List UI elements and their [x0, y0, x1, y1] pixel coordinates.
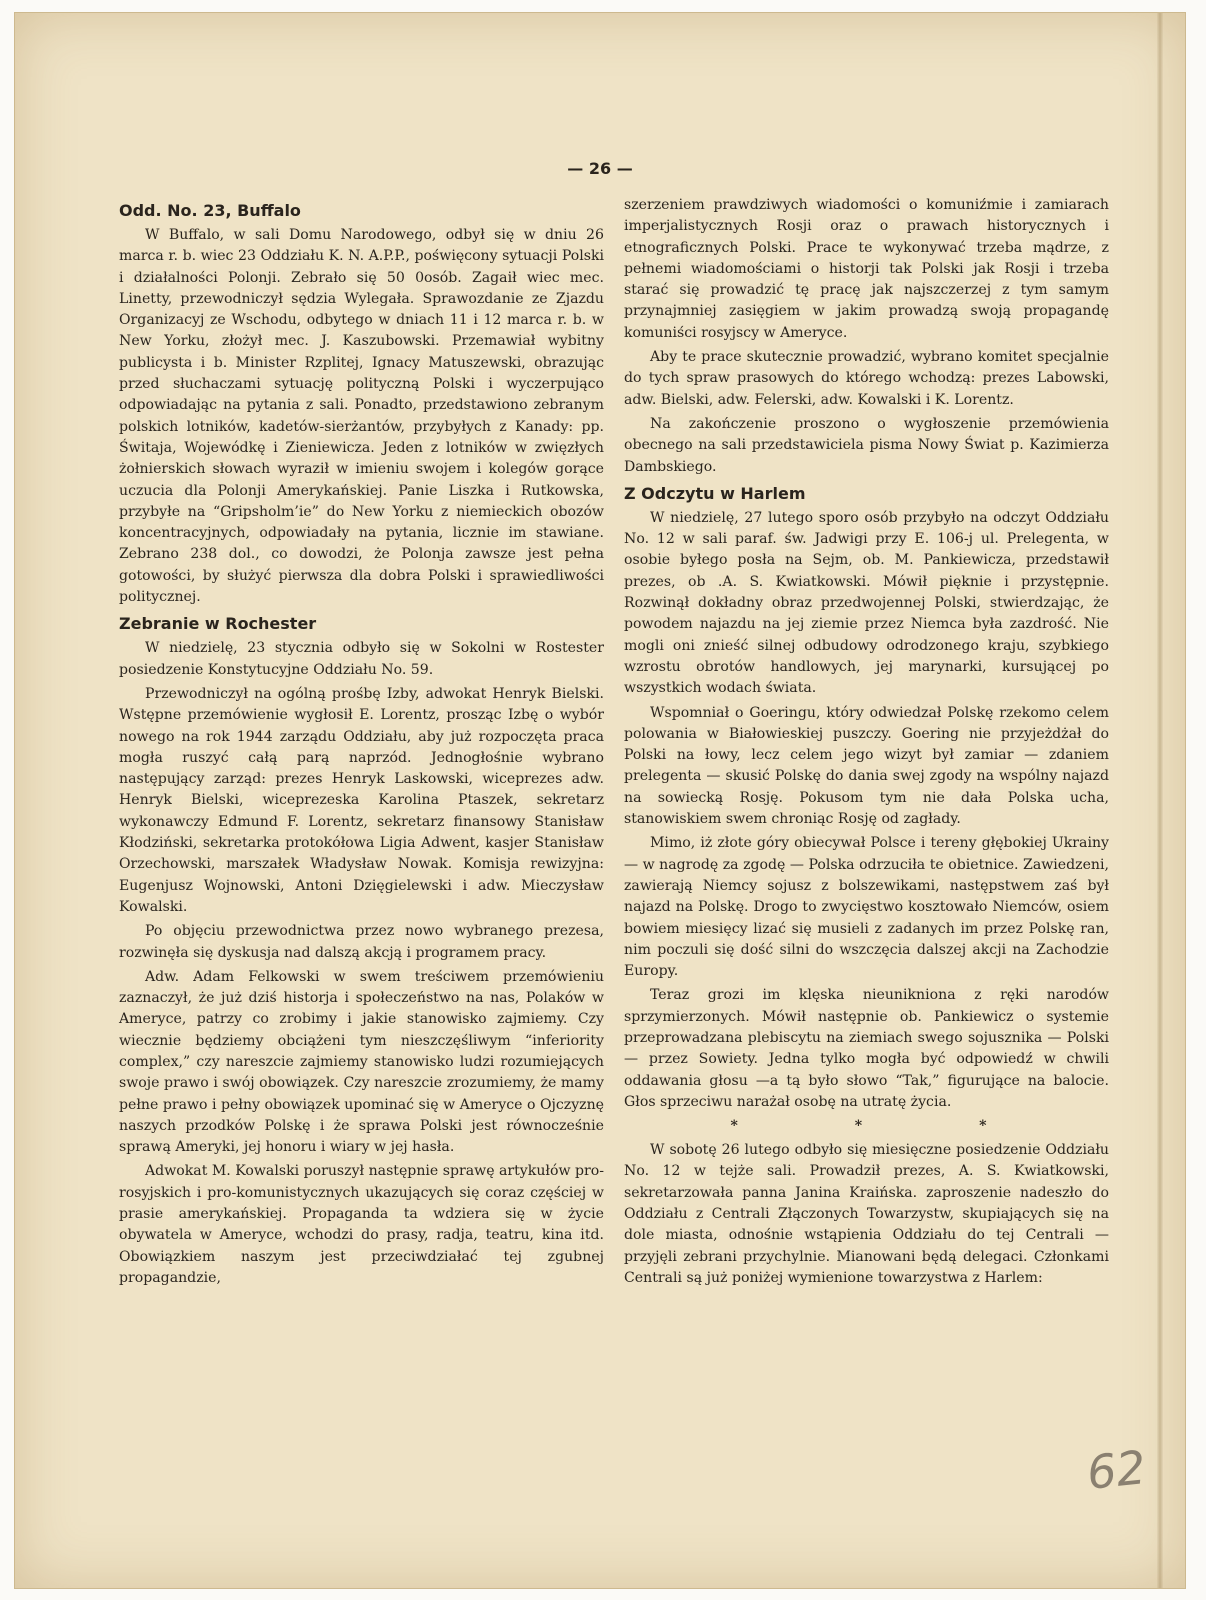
section-heading: Odd. No. 23, Buffalo: [119, 201, 301, 220]
paragraph: Adwokat M. Kowalski poruszył następnie sprawę artykułów pro-rosyjskich i pro-komunistycznych ukazujących się coraz częściej w prasie amerykańskiej. Propaganda ta wdziera się w życie obywatela w Ameryce, wchodzi do prasy, radja, teatru, kina itd. Obowiązkiem naszym jest przeciwdziałać tej zgubnej propagandzie,: [119, 1163, 604, 1286]
right-column: [624, 195, 1109, 1292]
paragraph: W niedzielę, 27 lutego sporo osób przybyło na odczyt Oddziału No. 12 w sali paraf. św. Jadwigi przy E. 106-j ul. Prelegenta, w osobie byłego posła na Sejm, ob. M. Pankiewicza, przedstawił prezes, ob .A. S. Kwiatkowski. Mówił pięknie i przystępnie. Rozwinął dokładny obraz przedwojennej Polski, stwierdzając, że powodem najazdu na jej ziemie przez Niemca była zazdrość. Nie mogli oni znieść silnej odbudowy odrodzonego kraju, szybkiego wzrostu obrotów handlowych, jej marynarki, kursującej po wszystkich wodach świata.: [624, 509, 1109, 697]
section-heading: Z Odczytu w Harlem: [624, 483, 806, 503]
handwritten-page-number: 62: [1084, 1440, 1149, 1500]
paragraph: W niedzielę, 23 stycznia odbyło się w Sokolni w Rostester posiedzenie Konstytucyjne Oddziału No. 59.: [119, 640, 604, 678]
section-heading: Zebranie w Rochester: [119, 614, 317, 634]
paragraph: Aby te prace skutecznie prowadzić, wybrano komitet specjalnie do tych spraw prasowych do którego wchodzą: prezes Labowski, adw. Bielski, adw. Felerski, adw. Kowalski i K. Lorentz.: [624, 349, 1109, 408]
paragraph: szerzeniem prawdziwych wiadomości o komuniźmie i zamiarach imperjalistycznych Rosji oraz o prawach historycznych i etnograficznych Polski. Prace te wykonywać trzeba mądrze, z pełnemi wiadomościami o historji tak Polski jak Rosji i trzeba starać się prowadzić tę pracę jak najszczerzej z tym samym przynajmniej zasięgiem w jakim prowadzą swoją propagandę komuniści rosyjscy w Ameryce.: [624, 197, 1109, 341]
paragraph: Na zakończenie proszono o wygłoszenie przemówienia obecnego na sali przedstawiciela pisma Nowy Świat p. Kazimierza Dambskiego.: [624, 415, 1109, 475]
page-number: — 26 —: [567, 159, 633, 178]
paragraph: W Buffalo, w sali Domu Narodowego, odbył się w dniu 26 marca r. b. wiec 23 Oddziału K. N. A.P.P., poświęcony sytuacji Polski i działalności Polonji. Zebrało się 50 0osób. Zagaił wiec mec. Linetty, przewodniczył sędzia Wylegała. Sprawozdanie ze Zjazdu Organizacyj ze Wschodu, odbytego w dniach 11 i 12 marca r. b. w New Yorku, złożył mec. J. Kaszubowski. Przemawiał wybitny publicysta i b. Minister Rzplitej, Ignacy Matuszewski, obrazując przed słuchaczami sytuację polityczną Polski i wyczerpująco odpowiadając na pytania z sali. Ponadto, przedstawiono zebranym polskich lotników, kadetów-sierżantów, przybyłych z Kanady: pp. Świtaja, Wojewódkę i Zieniewicza. Jeden z lotników w zwięzłych żołnierskich słowach wyraził w imieniu swojem i kolegów gorące uczucia dla Polonji Amerykańskiej. Panie Liszka i Rutkowska, przybyłe na “Gripsholm’ie” do New Yorku z niemieckich obozów koncentracyjnych, odpowiadały na pytania, licznie im stawiane. Zebrano 238 dol., co dowodzi, że Polonja zawsze jest pełna gotowości, by służyć pierwsza dla dobra Polski i sprawiedliwości politycznej.: [119, 227, 604, 606]
section-separator: * * *: [730, 1118, 1043, 1135]
document-page: [14, 12, 1186, 1589]
left-column: [119, 195, 604, 1292]
paragraph: Wspomniał o Goeringu, który odwiedzał Polskę rzekomo celem polowania w Białowieskiej puszczy. Goering nie przyjeżdżał do Polski na łowy, lecz celem jego wizyt był zamiar — zdaniem prelegenta — skusić Polskę do dania swej zgody na wspólny najazd na sowiecką Rosję. Pokusom tym nie dała Polska ucha, stanowiskiem swem chroniąc Rosję od zagłady.: [624, 704, 1109, 828]
paragraph: Po objęciu przewodnictwa przez nowo wybranego prezesa, rozwinęła się dyskusja nad dalszą akcją i programem pracy.: [119, 923, 604, 961]
paragraph: Przewodniczył na ogólną prośbę Izby, adwokat Henryk Bielski. Wstępne przemówienie wygłosił E. Lorentz, prosząc Izbę o wybór nowego na rok 1944 zarządu Oddziału, aby już rozpoczęta praca mogła ruszyć całą parą naprzód. Jednogłośnie wybrano następujący zarząd: prezes Henryk Laskowski, wiceprezes adw. Henryk Bielski, wiceprezeska Karolina Ptaszek, sekretarz wykonawczy Edmund F. Lorentz, sekretarz finansowy Stanisław Kłodziński, sekretarka protokółowa Ligia Adwent, kasjer Stanisław Orzechowski, marszałek Władysław Nowak. Komisja rewizyjna: Eugenjusz Wojnowski, Antoni Dzięgielewski i adw. Mieczysław Kowalski.: [119, 685, 604, 915]
paragraph: Adw. Adam Felkowski w swem treściwem przemówieniu zaznaczył, że już dziś historja i społeczeństwo na nas, Polaków w Ameryce, patrzy co zrobimy i jakie stanowisko zajmiemy. Czy wiecznie będziemy obciążeni tym nieszczęśliwym “inferiority complex,” czy nareszcie zajmiemy stanowisko ludzi rozumiejących swoje prawo i swój obowiązek. Czy nareszcie zrozumiemy, że mamy pełne prawo i pełny obowiązek upominać się w Ameryce o Ojczyznę naszych przodków Polskę i że sprawa Polski jest równocześnie sprawą Ameryki, jej honoru i wiary w jej hasła.: [119, 968, 604, 1156]
paragraph: W sobotę 26 lutego odbyło się miesięczne posiedzenie Oddziału No. 12 w tejże sali. Prowadził prezes, A. S. Kwiatkowski, sekretarzowała panna Janina Kraińska. zaproszenie nadeszło do Oddziału z Centrali Złączonych Towarzystw, skupiających się na dole miasta, odnośnie wstąpienia Oddziału do tej Centrali — przyjęli zebrani przychylnie. Mianowani będą delegaci. Członkami Centrali są już poniżej wymienione towarzystwa z Harlem:: [624, 1142, 1109, 1286]
paragraph: Mimo, iż złote góry obiecywał Polsce i tereny głębokiej Ukrainy — w nagrodę za zgodę — Polska odrzuciła te obietnice. Zawiedzeni, zawierają Niemcy sojusz z bolszewikami, następstwem zaś był najazd na Polskę. Drogo to zwycięstwo kosztowało Niemców, osiem bowiem miesięcy lizać się musieli z zadanych im przez Polskę ran, nim poczuli się dość silni do wszczęcia dalszej akcji na Zachodzie Europy.: [624, 835, 1109, 980]
page-fold: [1157, 13, 1163, 1588]
paragraph: Teraz grozi im klęska nieunikniona z ręki narodów sprzymierzonych. Mówił następnie ob. Pankiewicz o systemie przeprowadzana plebiscytu na ziemiach swego sojusznika — Polski — przez Sowiety. Jedna tylko mogła być odpowiedź w chwili oddawania głosu —a tą było słowo “Tak,” figurujące na balocie. Głos sprzeciwu narażał osobę na utratę życia.: [624, 987, 1109, 1110]
